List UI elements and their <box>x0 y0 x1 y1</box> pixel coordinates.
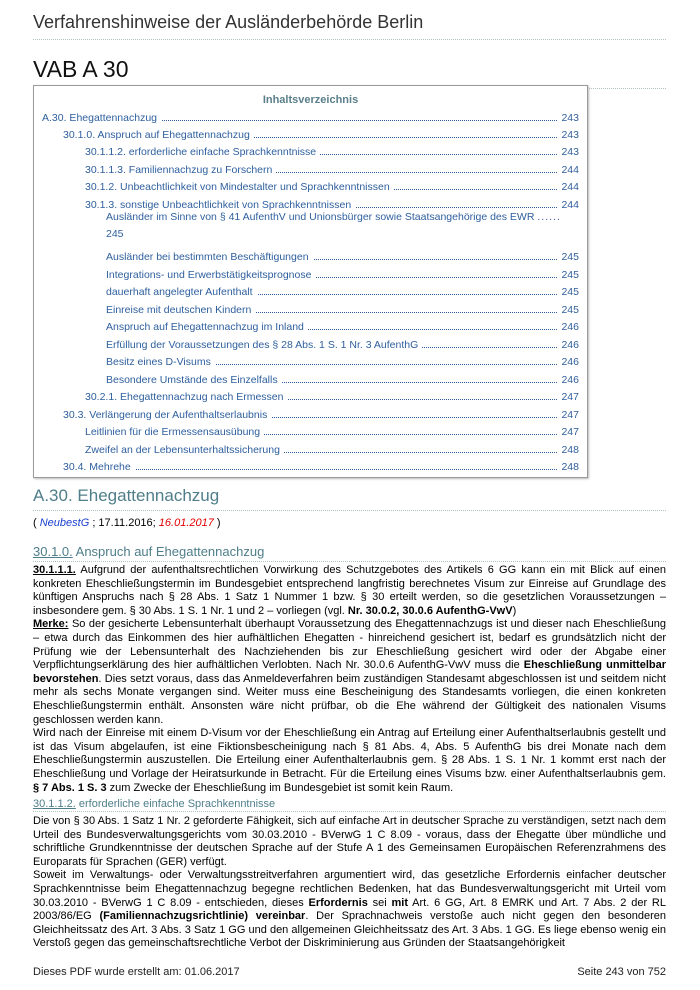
meta-date-2: 16.01.2017 <box>158 517 214 529</box>
paragraph <box>33 727 666 795</box>
toc-entry-label[interactable]: 30.1.1.2. erforderliche einfache Sprachkenntnisse <box>85 146 320 158</box>
bold-phrase: (Familiennachzugsrichtlinie) vereinbar <box>99 910 306 923</box>
toc-entry[interactable] <box>34 339 587 356</box>
toc-entry-page: 246 <box>561 356 579 368</box>
paragraph-text: So der gesicherte Lebensunterhalt überhaupt Voraussetzung des Ehegattennachzugs ist und dieser nach Eheschließung – etwa durch das Einkommen des hier aufhältlichen Ehegatten - hinreichend gesichert ist, bedarf es grundsätzlich nicht der Prüfung wie der Lebensunterhalt des Nachziehenden bis zur Eheschließung gesichert wird oder der Abgabe einer Verpflichtungserklärung des hier aufhältlichen Verlobten. Nach Nr. 30.0.6 AufenthG-VwV muss die <box>33 618 666 672</box>
paragraph-number: 30.1.1.1. <box>33 564 76 576</box>
toc-entry-label[interactable]: Leitlinien für die Ermessensausübung <box>85 426 264 438</box>
toc-entry-label[interactable]: Einreise mit deutschen Kindern <box>106 304 255 316</box>
toc-entry-page: 244 <box>561 181 579 193</box>
paragraph-text: Aufgrund der aufenthaltsrechtlichen Vorwirkung des Schutzgebotes des Artikels 6 GG kann ein mit Blick auf einen konkreten Eheschließungstermin im Bundesgebiet entsprechend langfristig berechnetes Visum zur Einreise auf Grundlage des künftigen Anspruchs nach § 28 Abs. 1 Satz 1 Nummer 1 bzw. § 30 erteilt werden, so die gesetzlichen Voraussetzungen – insbesondere gem. § 30 Abs. 1 S. 1 Nr. 1 und 2 – vorliegen (vgl. <box>33 564 666 617</box>
toc-entry-page: 246 <box>561 339 579 351</box>
toc-entry[interactable] <box>34 461 587 478</box>
paragraph-text: . Dies setzt voraus, dass das Anmeldeverfahren beim zuständigen Standesamt abgeschlossen ist und seitdem nicht mehr als sechs Monate vergangen sind. Weiter muss eine Bescheinigung des Standesamts vorliegen, die einen konkreten Eheschließungstermin enthält. Ansonsten wäre nicht prüfbar, ob die Ehe während der Gültigkeit des nationalen Visums geschlossen werden kann. <box>33 672 666 726</box>
neubestg-link[interactable]: NeubestG <box>39 517 90 529</box>
toc-entry-page: 243 <box>561 129 579 141</box>
toc-entry-page: 245 <box>561 304 579 316</box>
paragraph-merke <box>33 618 666 727</box>
toc-entry[interactable] <box>34 391 587 408</box>
table-of-contents <box>33 85 588 478</box>
section-heading-a30 <box>33 486 666 511</box>
toc-entry[interactable] <box>34 286 587 303</box>
toc-entry-label[interactable]: Integrations- und Erwerbstätigkeitsprognose <box>106 269 315 281</box>
toc-entry-page: 244 <box>561 164 579 176</box>
section-title: Anspruch auf Ehegattennachzug <box>72 544 265 559</box>
meta-open: ( <box>33 517 40 529</box>
toc-entry-label[interactable]: Ausländer im Sinne von § 41 AufenthV und Unionsbürger sowie Staatsangehörige des EWR <box>106 211 535 223</box>
toc-entry-page: 246 <box>561 374 579 386</box>
toc-entry[interactable] <box>34 129 587 146</box>
paragraph-text: zum Zwecke der Eheschließung im Bundesgebiet ist somit kein Raum. <box>106 781 454 794</box>
toc-entry[interactable] <box>34 304 587 321</box>
toc-entry[interactable] <box>34 112 587 129</box>
toc-entry-label[interactable]: Anspruch auf Ehegattennachzug im Inland <box>106 321 308 333</box>
toc-entry[interactable] <box>34 426 587 443</box>
toc-entry-page: 248 <box>561 461 579 473</box>
toc-entry[interactable] <box>34 409 587 426</box>
paragraph-text: ) <box>512 604 517 617</box>
toc-entry[interactable] <box>34 321 587 338</box>
section-heading-30-1-0 <box>33 544 666 562</box>
toc-entry-page: 245 <box>561 269 579 281</box>
toc-entry-page: 245 <box>561 251 579 263</box>
toc-entry-label[interactable]: 30.3. Verlängerung der Aufenthaltserlaubnis <box>63 409 271 421</box>
toc-entry-label[interactable]: 30.1.1.3. Familiennachzug zu Forschern <box>85 164 276 176</box>
section-number: 30.1.0. <box>33 544 73 559</box>
toc-entry-page: 247 <box>561 426 579 438</box>
toc-entry-label[interactable]: dauerhaft angelegter Aufenthalt <box>106 286 257 298</box>
footer-created: Dieses PDF wurde erstellt am: 01.06.2017 <box>33 966 240 978</box>
toc-entry[interactable]: Ausländer im Sinne von § 41 AufenthV und Unionsbürger sowie Staatsangehörige des EWR ...... 245 <box>106 211 561 240</box>
toc-entry-label[interactable]: A.30. Ehegattennachzug <box>42 112 161 124</box>
paragraph: Die von § 30 Abs. 1 Satz 1 Nr. 2 geforderte Fähigkeit, sich auf einfache Art in deutscher Sprache zu verständigen, setzt nach dem Urteil des Bundesverwaltungsgerichts vom 30.03.2010 - BVerwG 1 C 8.09 - voraus, dass der Ehegatte über mündliche und schriftliche Grundkenntnisse der deutschen Sprache auf der Stufe A 1 des Gemeinsamen Europäischen Referenzrahmens des Europarats für Sprachen (GER) verfügt. <box>33 815 666 868</box>
toc-entry[interactable] <box>34 356 587 373</box>
toc-entry-label[interactable]: Ausländer bei bestimmten Beschäftigungen <box>106 251 313 263</box>
toc-entry-label[interactable]: 30.2.1. Ehegattennachzug nach Ermessen <box>85 391 287 403</box>
paragraph-text: sei <box>367 896 392 909</box>
bold-phrase: Eheschließung unmittelbar bevorstehen <box>33 659 667 685</box>
bold-reference: § 7 Abs. 1 S. 3 <box>33 781 107 794</box>
document-header <box>33 12 666 40</box>
paragraph-text: Wird nach der Einreise mit einem D-Visum vor der Eheschließung ein Antrag auf Erteilung einer Aufenthaltserlaubnis gestellt und ist das Visum abgelaufen, ist eine Fiktionsbescheinigung nach § 81 Abs. 4, Abs. 5 AufenthG bis drei Monate nach dem Eheschließungstermin auszustellen. Die Erteilung einer Aufenthalterlaubnis gem. § 28 Abs. 1 S. 1 Nr. 1 kommt erst nach der Eheschließung und Vorlage der Heiratsurkunde in Betracht. Für die Erteilung eines Visums bzw. einer Aufenthaltserlaubnis gem. <box>33 727 666 780</box>
section-body-30-1-1-2 <box>33 815 666 951</box>
toc-entry[interactable] <box>34 146 587 163</box>
toc-entry-label[interactable]: 30.4. Mehrehe <box>63 461 135 473</box>
section-heading-text: A.30. Ehegattennachzug <box>33 486 220 505</box>
page-footer <box>33 966 666 978</box>
header-title: Verfahrenshinweise der Ausländerbehörde Berlin <box>33 12 424 32</box>
footer-page-number: Seite 243 von 752 <box>577 966 666 978</box>
toc-title: Inhaltsverzeichnis <box>262 94 359 106</box>
toc-entry-page: 243 <box>561 112 579 124</box>
doc-title: VAB A 30 <box>33 56 129 82</box>
bold-phrase: mit <box>391 896 408 909</box>
toc-entry-page: 244 <box>561 199 579 211</box>
meta-date-1: ; 17.11.2016; <box>89 517 159 529</box>
toc-entry[interactable] <box>34 181 587 198</box>
merke-label: Merke: <box>33 618 69 631</box>
toc-entry-label[interactable]: 30.1.0. Anspruch auf Ehegattennachzug <box>63 129 254 141</box>
toc-entry-page: 245 <box>106 228 124 240</box>
toc-entry-page: 247 <box>561 409 579 421</box>
section-heading-30-1-1-2 <box>33 798 666 812</box>
toc-entry-page: 246 <box>561 321 579 333</box>
section-body-30-1-0 <box>33 564 666 795</box>
toc-entry-page: 243 <box>561 146 579 158</box>
section-number: 30.1.1.2. <box>33 798 76 810</box>
toc-entry-label[interactable]: Besondere Umstände des Einzelfalls <box>106 374 282 386</box>
toc-entry[interactable] <box>34 164 587 181</box>
toc-entry-label[interactable]: Zweifel an der Lebensunterhaltssicherung <box>85 444 284 456</box>
toc-entry-label[interactable]: 30.1.3. sonstige Unbeachtlichkeit von Sprachkenntnissen <box>85 199 355 211</box>
paragraph-text: . Der Sprachnachweis verstoße auch nicht gegen den besonderen Gleichheitssatz des Art. 3 Abs. 3 Satz 1 GG und den allgemeinen Gleichheitssatz des Art. 3 Abs. 1 GG. Es liege ebenso wenig ein Verstoß gegen das gemeinschaftsrechtliche Verbot der Diskriminierung aus Gründen der Staatsangehörigkeit <box>33 910 666 950</box>
toc-entry[interactable] <box>34 251 587 268</box>
toc-entry-page: 248 <box>561 444 579 456</box>
section-title: erforderliche einfache Sprachkenntnisse <box>75 798 276 810</box>
meta-close: ) <box>213 517 221 529</box>
toc-entry-label[interactable]: Erfüllung der Voraussetzungen des § 28 Abs. 1 S. 1 Nr. 3 AufenthG <box>106 339 422 351</box>
paragraph-text: Soweit im Verwaltungs- oder Verwaltungsstreitverfahren argumentiert wird, das gesetzliche Erfordernis einfacher deutscher Sprachkenntnisse beim Ehegattennachzug begegne rechtlichen Bedenken, hat das Bundesverwaltungsgericht mit Urteil vom 30.03.2010 - BVerwG 1 C 8.09 - entschieden, dieses <box>33 869 666 909</box>
toc-entry-page: 247 <box>561 391 579 403</box>
toc-entry[interactable] <box>34 374 587 391</box>
paragraph-text: Art. 6 GG, Art. 8 EMRK und Art. 7 Abs. 2 der RL 2003/86/EG <box>33 896 666 923</box>
toc-entry-page: 245 <box>561 286 579 298</box>
bold-phrase: Erfordernis <box>308 896 368 909</box>
toc-entry[interactable] <box>34 269 587 286</box>
toc-entry-label[interactable]: Besitz eines D-Visums <box>106 356 215 368</box>
paragraph <box>33 869 666 951</box>
toc-entry[interactable] <box>34 444 587 461</box>
toc-entry-label[interactable]: 30.1.2. Unbeachtlichkeit von Mindestalter und Sprachkenntnissen <box>85 181 394 193</box>
revision-meta <box>33 517 221 529</box>
bold-reference: Nr. 30.0.2, 30.0.6 AufenthG-VwV <box>347 604 513 617</box>
paragraph <box>33 564 666 618</box>
